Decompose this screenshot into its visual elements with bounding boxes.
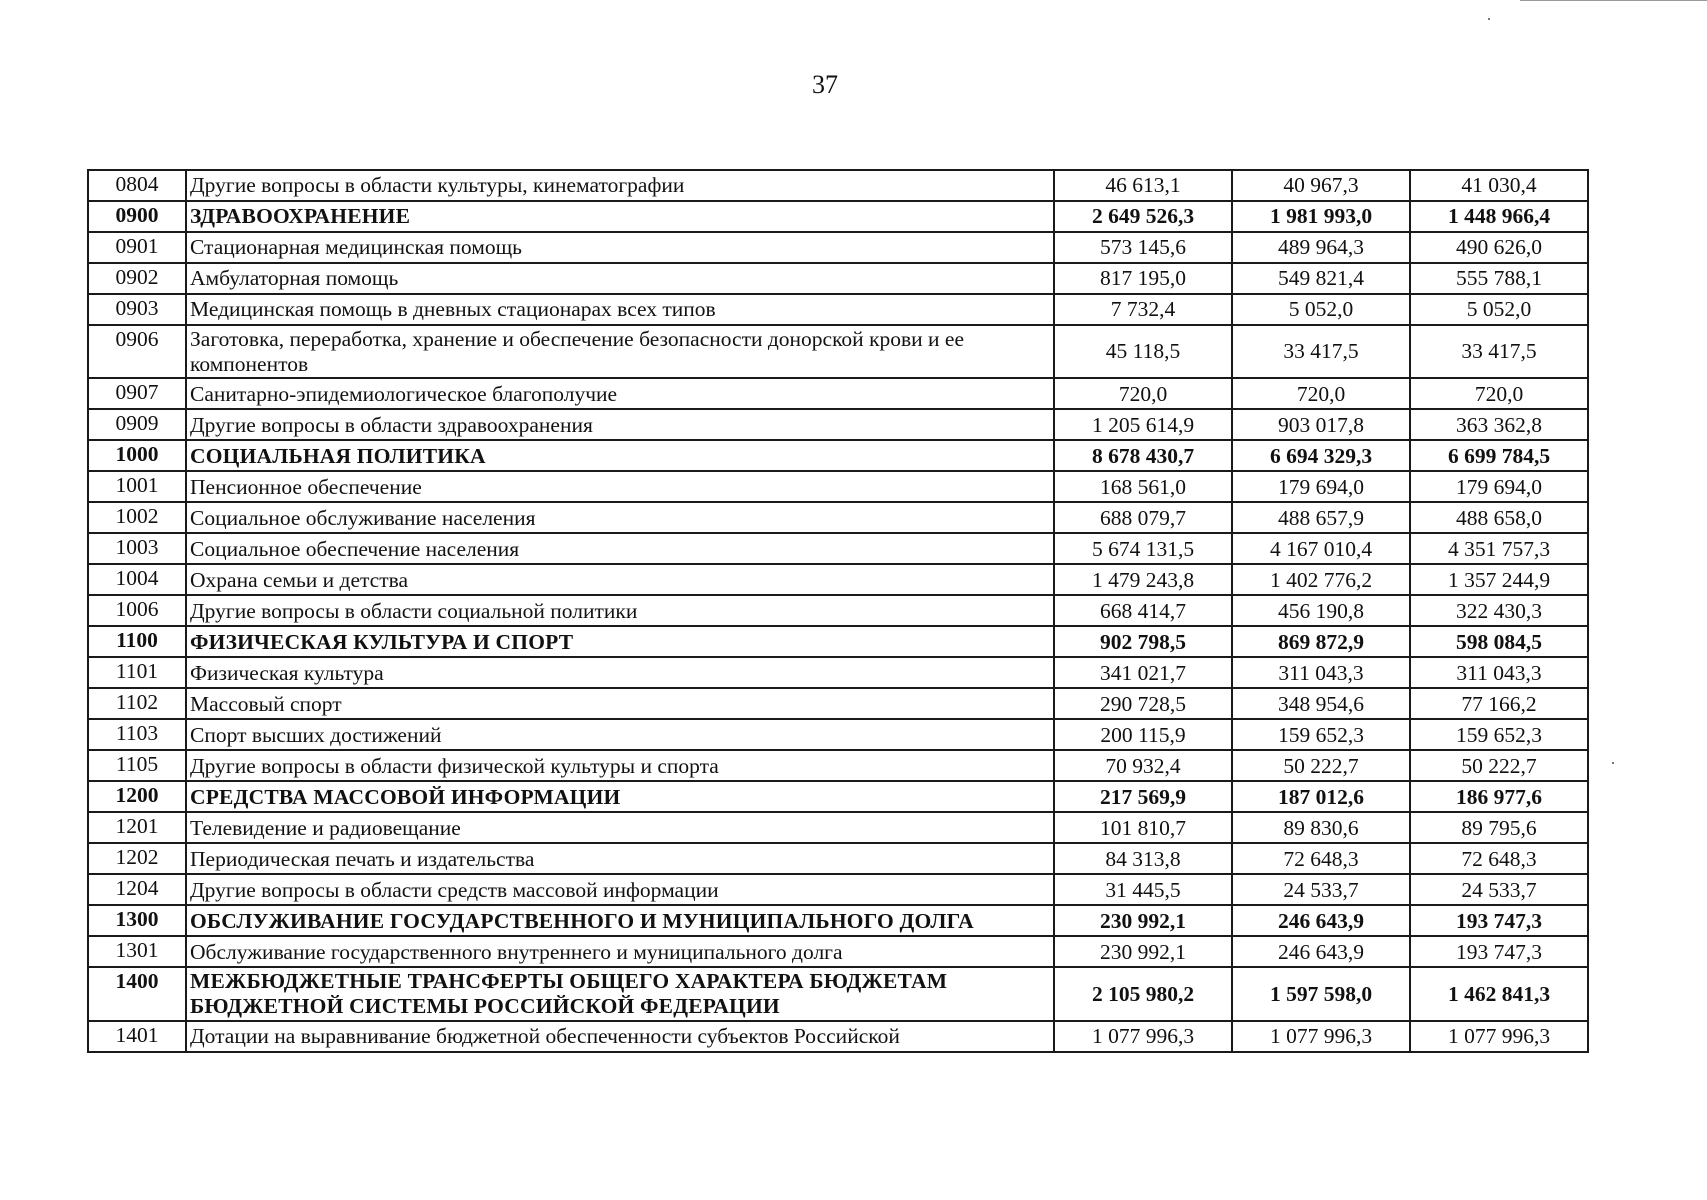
table-row — [88, 294, 1588, 325]
row-name-cell: Санитарно-эпидемиологическое благополучие — [186, 378, 1054, 409]
row-value-cell: 186 977,6 — [1410, 781, 1588, 812]
row-code-cell: 0906 — [88, 325, 186, 378]
row-value-cell: 311 043,3 — [1232, 657, 1410, 688]
row-value-cell: 363 362,8 — [1410, 409, 1588, 440]
table-row — [88, 471, 1588, 502]
row-name-cell: Социальное обслуживание населения — [186, 502, 1054, 533]
row-name-cell: Другие вопросы в области средств массовой информации — [186, 874, 1054, 905]
row-value-cell: 1 077 996,3 — [1410, 1021, 1588, 1052]
row-value-cell: 1 402 776,2 — [1232, 564, 1410, 595]
row-value-cell: 33 417,5 — [1410, 325, 1588, 378]
table-row — [88, 719, 1588, 750]
row-name-cell: Обслуживание государственного внутреннего и муниципального долга — [186, 936, 1054, 967]
scan-speck — [1488, 18, 1490, 20]
row-value-cell: 1 448 966,4 — [1410, 201, 1588, 232]
row-value-cell: 688 079,7 — [1054, 502, 1232, 533]
row-value-cell: 668 414,7 — [1054, 595, 1232, 626]
budget-table-body — [88, 170, 1588, 1052]
row-name-cell: Спорт высших достижений — [186, 719, 1054, 750]
row-value-cell: 1 981 993,0 — [1232, 201, 1410, 232]
section-row — [88, 905, 1588, 936]
row-value-cell: 179 694,0 — [1410, 471, 1588, 502]
row-name-cell: ЗДРАВООХРАНЕНИЕ — [186, 201, 1054, 232]
row-value-cell: 322 430,3 — [1410, 595, 1588, 626]
row-value-cell: 1 077 996,3 — [1232, 1021, 1410, 1052]
row-name-cell: Дотации на выравнивание бюджетной обеспеченности субъектов Российской — [186, 1021, 1054, 1052]
row-value-cell: 1 357 244,9 — [1410, 564, 1588, 595]
row-code-cell: 1200 — [88, 781, 186, 812]
row-value-cell: 4 351 757,3 — [1410, 533, 1588, 564]
row-value-cell: 720,0 — [1054, 378, 1232, 409]
row-value-cell: 40 967,3 — [1232, 170, 1410, 201]
table-row — [88, 936, 1588, 967]
budget-table — [87, 169, 1589, 1053]
row-code-cell: 1100 — [88, 626, 186, 657]
row-value-cell: 720,0 — [1410, 378, 1588, 409]
section-row — [88, 781, 1588, 812]
table-row — [88, 564, 1588, 595]
row-value-cell: 489 964,3 — [1232, 232, 1410, 263]
row-code-cell: 0903 — [88, 294, 186, 325]
row-code-cell: 0909 — [88, 409, 186, 440]
row-name-cell: Физическая культура — [186, 657, 1054, 688]
row-value-cell: 33 417,5 — [1232, 325, 1410, 378]
row-name-cell: Другие вопросы в области социальной политики — [186, 595, 1054, 626]
section-row — [88, 201, 1588, 232]
row-value-cell: 230 992,1 — [1054, 936, 1232, 967]
row-value-cell: 72 648,3 — [1232, 843, 1410, 874]
row-value-cell: 348 954,6 — [1232, 688, 1410, 719]
row-code-cell: 1000 — [88, 440, 186, 471]
row-value-cell: 341 021,7 — [1054, 657, 1232, 688]
row-value-cell: 1 597 598,0 — [1232, 967, 1410, 1020]
row-value-cell: 903 017,8 — [1232, 409, 1410, 440]
row-name-cell: Периодическая печать и издательства — [186, 843, 1054, 874]
row-code-cell: 1002 — [88, 502, 186, 533]
row-value-cell: 193 747,3 — [1410, 905, 1588, 936]
row-value-cell: 1 205 614,9 — [1054, 409, 1232, 440]
table-row — [88, 1021, 1588, 1052]
row-value-cell: 8 678 430,7 — [1054, 440, 1232, 471]
row-value-cell: 817 195,0 — [1054, 263, 1232, 294]
row-value-cell: 488 658,0 — [1410, 502, 1588, 533]
row-value-cell: 84 313,8 — [1054, 843, 1232, 874]
row-value-cell: 168 561,0 — [1054, 471, 1232, 502]
row-value-cell: 1 479 243,8 — [1054, 564, 1232, 595]
row-value-cell: 1 462 841,3 — [1410, 967, 1588, 1020]
row-value-cell: 159 652,3 — [1232, 719, 1410, 750]
row-name-cell: Социальное обеспечение населения — [186, 533, 1054, 564]
table-row — [88, 595, 1588, 626]
row-code-cell: 1105 — [88, 750, 186, 781]
row-code-cell: 1400 — [88, 967, 186, 1020]
row-value-cell: 6 694 329,3 — [1232, 440, 1410, 471]
row-value-cell: 193 747,3 — [1410, 936, 1588, 967]
row-name-cell: Медицинская помощь в дневных стационарах всех типов — [186, 294, 1054, 325]
row-value-cell: 902 798,5 — [1054, 626, 1232, 657]
row-value-cell: 6 699 784,5 — [1410, 440, 1588, 471]
row-code-cell: 0902 — [88, 263, 186, 294]
table-row — [88, 812, 1588, 843]
row-value-cell: 555 788,1 — [1410, 263, 1588, 294]
row-value-cell: 869 872,9 — [1232, 626, 1410, 657]
row-code-cell: 1301 — [88, 936, 186, 967]
row-code-cell: 1101 — [88, 657, 186, 688]
table-row — [88, 325, 1588, 378]
row-value-cell: 89 795,6 — [1410, 812, 1588, 843]
row-code-cell: 1004 — [88, 564, 186, 595]
row-code-cell: 1202 — [88, 843, 186, 874]
row-value-cell: 230 992,1 — [1054, 905, 1232, 936]
scan-speck — [1612, 762, 1614, 764]
row-value-cell: 488 657,9 — [1232, 502, 1410, 533]
section-row — [88, 967, 1588, 1020]
table-row — [88, 533, 1588, 564]
row-value-cell: 24 533,7 — [1410, 874, 1588, 905]
row-value-cell: 598 084,5 — [1410, 626, 1588, 657]
row-value-cell: 70 932,4 — [1054, 750, 1232, 781]
table-row — [88, 843, 1588, 874]
row-code-cell: 0901 — [88, 232, 186, 263]
table-row — [88, 232, 1588, 263]
row-value-cell: 31 445,5 — [1054, 874, 1232, 905]
row-name-cell: Пенсионное обеспечение — [186, 471, 1054, 502]
table-row — [88, 378, 1588, 409]
row-value-cell: 179 694,0 — [1232, 471, 1410, 502]
row-value-cell: 46 613,1 — [1054, 170, 1232, 201]
row-name-cell: Другие вопросы в области физической культуры и спорта — [186, 750, 1054, 781]
row-code-cell: 0907 — [88, 378, 186, 409]
scan-edge-line — [1520, 0, 1707, 1]
row-name-cell: Другие вопросы в области культуры, кинематографии — [186, 170, 1054, 201]
row-value-cell: 4 167 010,4 — [1232, 533, 1410, 564]
row-value-cell: 45 118,5 — [1054, 325, 1232, 378]
row-value-cell: 41 030,4 — [1410, 170, 1588, 201]
row-value-cell: 246 643,9 — [1232, 936, 1410, 967]
row-code-cell: 0900 — [88, 201, 186, 232]
row-value-cell: 77 166,2 — [1410, 688, 1588, 719]
table-row — [88, 874, 1588, 905]
row-value-cell: 456 190,8 — [1232, 595, 1410, 626]
row-value-cell: 311 043,3 — [1410, 657, 1588, 688]
table-row — [88, 170, 1588, 201]
row-value-cell: 24 533,7 — [1232, 874, 1410, 905]
section-row — [88, 626, 1588, 657]
row-name-cell: СОЦИАЛЬНАЯ ПОЛИТИКА — [186, 440, 1054, 471]
row-value-cell: 5 052,0 — [1410, 294, 1588, 325]
row-value-cell: 217 569,9 — [1054, 781, 1232, 812]
row-name-cell: ОБСЛУЖИВАНИЕ ГОСУДАРСТВЕННОГО И МУНИЦИПАЛЬНОГО ДОЛГА — [186, 905, 1054, 936]
row-name-cell: Охрана семьи и детства — [186, 564, 1054, 595]
row-code-cell: 1204 — [88, 874, 186, 905]
table-row — [88, 409, 1588, 440]
row-code-cell: 1003 — [88, 533, 186, 564]
row-value-cell: 50 222,7 — [1232, 750, 1410, 781]
row-code-cell: 1001 — [88, 471, 186, 502]
row-value-cell: 72 648,3 — [1410, 843, 1588, 874]
row-value-cell: 5 674 131,5 — [1054, 533, 1232, 564]
row-value-cell: 1 077 996,3 — [1054, 1021, 1232, 1052]
row-value-cell: 101 810,7 — [1054, 812, 1232, 843]
row-value-cell: 200 115,9 — [1054, 719, 1232, 750]
row-code-cell: 1300 — [88, 905, 186, 936]
row-name-cell: Телевидение и радиовещание — [186, 812, 1054, 843]
row-name-cell: Массовый спорт — [186, 688, 1054, 719]
row-name-cell: Амбулаторная помощь — [186, 263, 1054, 294]
row-value-cell: 573 145,6 — [1054, 232, 1232, 263]
row-value-cell: 50 222,7 — [1410, 750, 1588, 781]
row-code-cell: 0804 — [88, 170, 186, 201]
row-code-cell: 1102 — [88, 688, 186, 719]
row-name-cell: ФИЗИЧЕСКАЯ КУЛЬТУРА И СПОРТ — [186, 626, 1054, 657]
row-code-cell: 1201 — [88, 812, 186, 843]
row-value-cell: 187 012,6 — [1232, 781, 1410, 812]
row-code-cell: 1103 — [88, 719, 186, 750]
row-name-cell: Стационарная медицинская помощь — [186, 232, 1054, 263]
table-row — [88, 750, 1588, 781]
row-value-cell: 159 652,3 — [1410, 719, 1588, 750]
row-value-cell: 89 830,6 — [1232, 812, 1410, 843]
table-row — [88, 263, 1588, 294]
row-code-cell: 1006 — [88, 595, 186, 626]
row-value-cell: 246 643,9 — [1232, 905, 1410, 936]
row-name-cell: Заготовка, переработка, хранение и обеспечение безопасности донорской крови и ее компонентов — [186, 325, 1054, 378]
row-name-cell: СРЕДСТВА МАССОВОЙ ИНФОРМАЦИИ — [186, 781, 1054, 812]
row-value-cell: 549 821,4 — [1232, 263, 1410, 294]
page-number: 37 — [812, 70, 838, 99]
row-value-cell: 2 105 980,2 — [1054, 967, 1232, 1020]
row-value-cell: 5 052,0 — [1232, 294, 1410, 325]
row-value-cell: 2 649 526,3 — [1054, 201, 1232, 232]
row-value-cell: 490 626,0 — [1410, 232, 1588, 263]
row-name-cell: Другие вопросы в области здравоохранения — [186, 409, 1054, 440]
table-row — [88, 688, 1588, 719]
section-row — [88, 440, 1588, 471]
row-value-cell: 720,0 — [1232, 378, 1410, 409]
table-row — [88, 657, 1588, 688]
row-value-cell: 290 728,5 — [1054, 688, 1232, 719]
table-row — [88, 502, 1588, 533]
row-name-cell: МЕЖБЮДЖЕТНЫЕ ТРАНСФЕРТЫ ОБЩЕГО ХАРАКТЕРА БЮДЖЕТАМ БЮДЖЕТНОЙ СИСТЕМЫ РОССИЙСКОЙ ФЕДЕРАЦИИ — [186, 967, 1054, 1020]
row-code-cell: 1401 — [88, 1021, 186, 1052]
row-value-cell: 7 732,4 — [1054, 294, 1232, 325]
